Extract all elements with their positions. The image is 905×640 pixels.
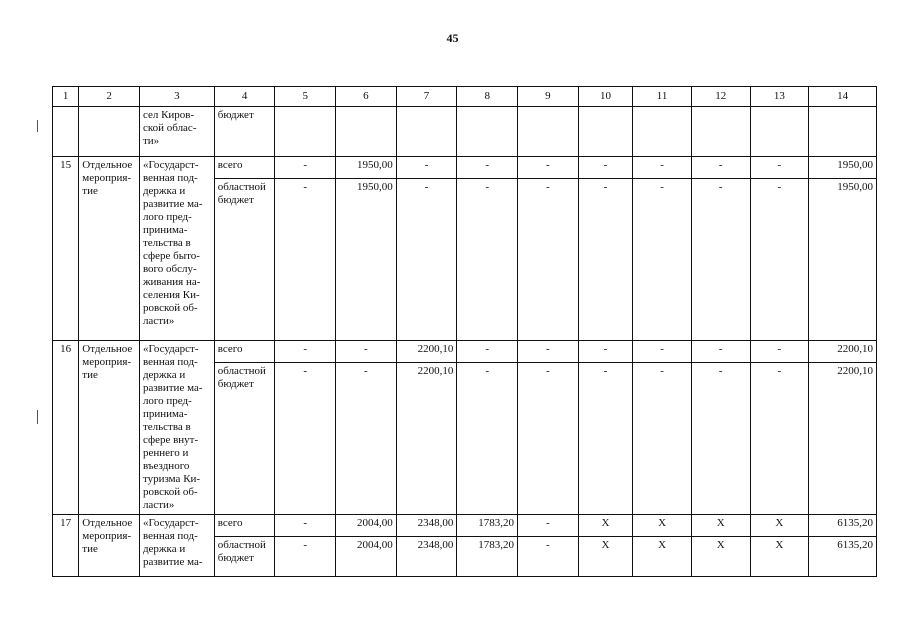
empty-cell — [396, 107, 457, 157]
row-number-cell: 16 — [53, 341, 79, 515]
header-row — [53, 87, 877, 107]
value-cell-col-5: - — [275, 179, 336, 341]
empty-cell — [750, 107, 809, 157]
header-cell: 14 — [809, 87, 877, 107]
value-cell-col-6: 1950,00 — [336, 157, 397, 179]
value-cell-col-11: - — [633, 363, 692, 515]
event-type-cell: Отдельное мероприя- тие — [79, 515, 140, 577]
value-cell-col-9: - — [518, 157, 579, 179]
value-cell-col-13: - — [750, 179, 809, 341]
value-cell-col-11: - — [633, 157, 692, 179]
row-number-cell: 17 — [53, 515, 79, 577]
value-cell-col-13: - — [750, 157, 809, 179]
event-type-cell: Отдельное мероприя- тие — [79, 341, 140, 515]
event-name-cell: «Государст- венная под- держка и развитие ма- лого пред- принима- тельства в сфере внут- реннего и въездного туризма Ки- ровской об- ласти» — [139, 341, 214, 515]
value-cell-col-10: X — [578, 537, 633, 577]
value-cell-col-9: - — [518, 515, 579, 537]
event-name-cell: «Государст- венная под- держка и развитие ма- лого пред- принима- тельства в сфере быто- вого обслу- живания на- селения Ки- ровской об- ласти» — [139, 157, 214, 341]
table-row — [53, 341, 877, 363]
empty-cell — [809, 107, 877, 157]
empty-cell — [336, 107, 397, 157]
empty-cell — [633, 107, 692, 157]
empty-cell — [691, 107, 750, 157]
header-cell: 4 — [214, 87, 275, 107]
value-cell-col-5: - — [275, 341, 336, 363]
value-cell-col-6: - — [336, 363, 397, 515]
value-cell-col-5: - — [275, 515, 336, 537]
funding-source-cell: областной бюджет — [214, 363, 275, 515]
value-cell-col-13: X — [750, 515, 809, 537]
value-cell-col-12: - — [691, 341, 750, 363]
value-cell-col-8: 1783,20 — [457, 515, 518, 537]
value-cell-col-11: - — [633, 341, 692, 363]
header-cell: 2 — [79, 87, 140, 107]
funding-source-cell: областной бюджет — [214, 537, 275, 577]
empty-cell — [79, 107, 140, 157]
value-cell-col-14: 6135,20 — [809, 537, 877, 577]
value-cell-col-8: - — [457, 341, 518, 363]
value-cell-col-7: - — [396, 179, 457, 341]
budget-table — [52, 86, 877, 577]
header-cell: 10 — [578, 87, 633, 107]
value-cell-col-12: - — [691, 179, 750, 341]
value-cell-col-5: - — [275, 363, 336, 515]
value-cell-col-7: 2348,00 — [396, 537, 457, 577]
value-cell-col-6: 2004,00 — [336, 537, 397, 577]
value-cell-col-9: - — [518, 363, 579, 515]
value-cell-col-7: 2200,10 — [396, 341, 457, 363]
value-cell-col-7: 2348,00 — [396, 515, 457, 537]
header-cell: 8 — [457, 87, 518, 107]
value-cell-col-13: - — [750, 341, 809, 363]
event-name-cell: «Государст- венная под- держка и развитие ма- — [139, 515, 214, 577]
value-cell-col-11: - — [633, 179, 692, 341]
value-cell-col-8: - — [457, 157, 518, 179]
value-cell-col-13: - — [750, 363, 809, 515]
value-cell-col-13: X — [750, 537, 809, 577]
value-cell-col-7: 2200,10 — [396, 363, 457, 515]
header-cell: 7 — [396, 87, 457, 107]
funding-source-cell: всего — [214, 157, 275, 179]
table-row — [53, 157, 877, 179]
value-cell-col-10: - — [578, 363, 633, 515]
continuation-row — [53, 107, 877, 157]
scan-mark-left — [37, 120, 38, 132]
header-cell: 11 — [633, 87, 692, 107]
header-cell: 6 — [336, 87, 397, 107]
header-cell: 12 — [691, 87, 750, 107]
value-cell-col-9: - — [518, 341, 579, 363]
empty-cell — [578, 107, 633, 157]
table-row — [53, 515, 877, 537]
value-cell-col-14: 2200,10 — [809, 363, 877, 515]
header-cell: 1 — [53, 87, 79, 107]
value-cell-col-14: 6135,20 — [809, 515, 877, 537]
empty-cell — [53, 107, 79, 157]
value-cell-col-5: - — [275, 537, 336, 577]
value-cell-col-10: X — [578, 515, 633, 537]
empty-cell — [518, 107, 579, 157]
value-cell-col-14: 1950,00 — [809, 179, 877, 341]
value-cell-col-5: - — [275, 157, 336, 179]
header-cell: 13 — [750, 87, 809, 107]
value-cell-col-8: - — [457, 363, 518, 515]
value-cell-col-11: X — [633, 537, 692, 577]
page-number: 45 — [446, 31, 459, 45]
value-cell-col-6: 2004,00 — [336, 515, 397, 537]
header-cell: 3 — [139, 87, 214, 107]
value-cell-col-9: - — [518, 537, 579, 577]
value-cell-col-10: - — [578, 341, 633, 363]
value-cell-col-12: - — [691, 157, 750, 179]
value-cell-col-14: 1950,00 — [809, 157, 877, 179]
scan-mark-left — [37, 410, 38, 424]
empty-cell — [275, 107, 336, 157]
value-cell-col-14: 2200,10 — [809, 341, 877, 363]
event-name-cell: сел Киров- ской облас- ти» — [139, 107, 214, 157]
value-cell-col-8: 1783,20 — [457, 537, 518, 577]
header-cell: 5 — [275, 87, 336, 107]
value-cell-col-6: 1950,00 — [336, 179, 397, 341]
value-cell-col-8: - — [457, 179, 518, 341]
header-cell: 9 — [518, 87, 579, 107]
funding-source-cell: всего — [214, 341, 275, 363]
value-cell-col-6: - — [336, 341, 397, 363]
value-cell-col-12: X — [691, 537, 750, 577]
funding-source-cell: всего — [214, 515, 275, 537]
value-cell-col-10: - — [578, 157, 633, 179]
empty-cell — [457, 107, 518, 157]
value-cell-col-9: - — [518, 179, 579, 341]
value-cell-col-12: - — [691, 363, 750, 515]
funding-source-cell: бюджет — [214, 107, 275, 157]
event-type-cell: Отдельное мероприя- тие — [79, 157, 140, 341]
value-cell-col-12: X — [691, 515, 750, 537]
row-number-cell: 15 — [53, 157, 79, 341]
funding-source-cell: областной бюджет — [214, 179, 275, 341]
value-cell-col-10: - — [578, 179, 633, 341]
value-cell-col-11: X — [633, 515, 692, 537]
value-cell-col-7: - — [396, 157, 457, 179]
